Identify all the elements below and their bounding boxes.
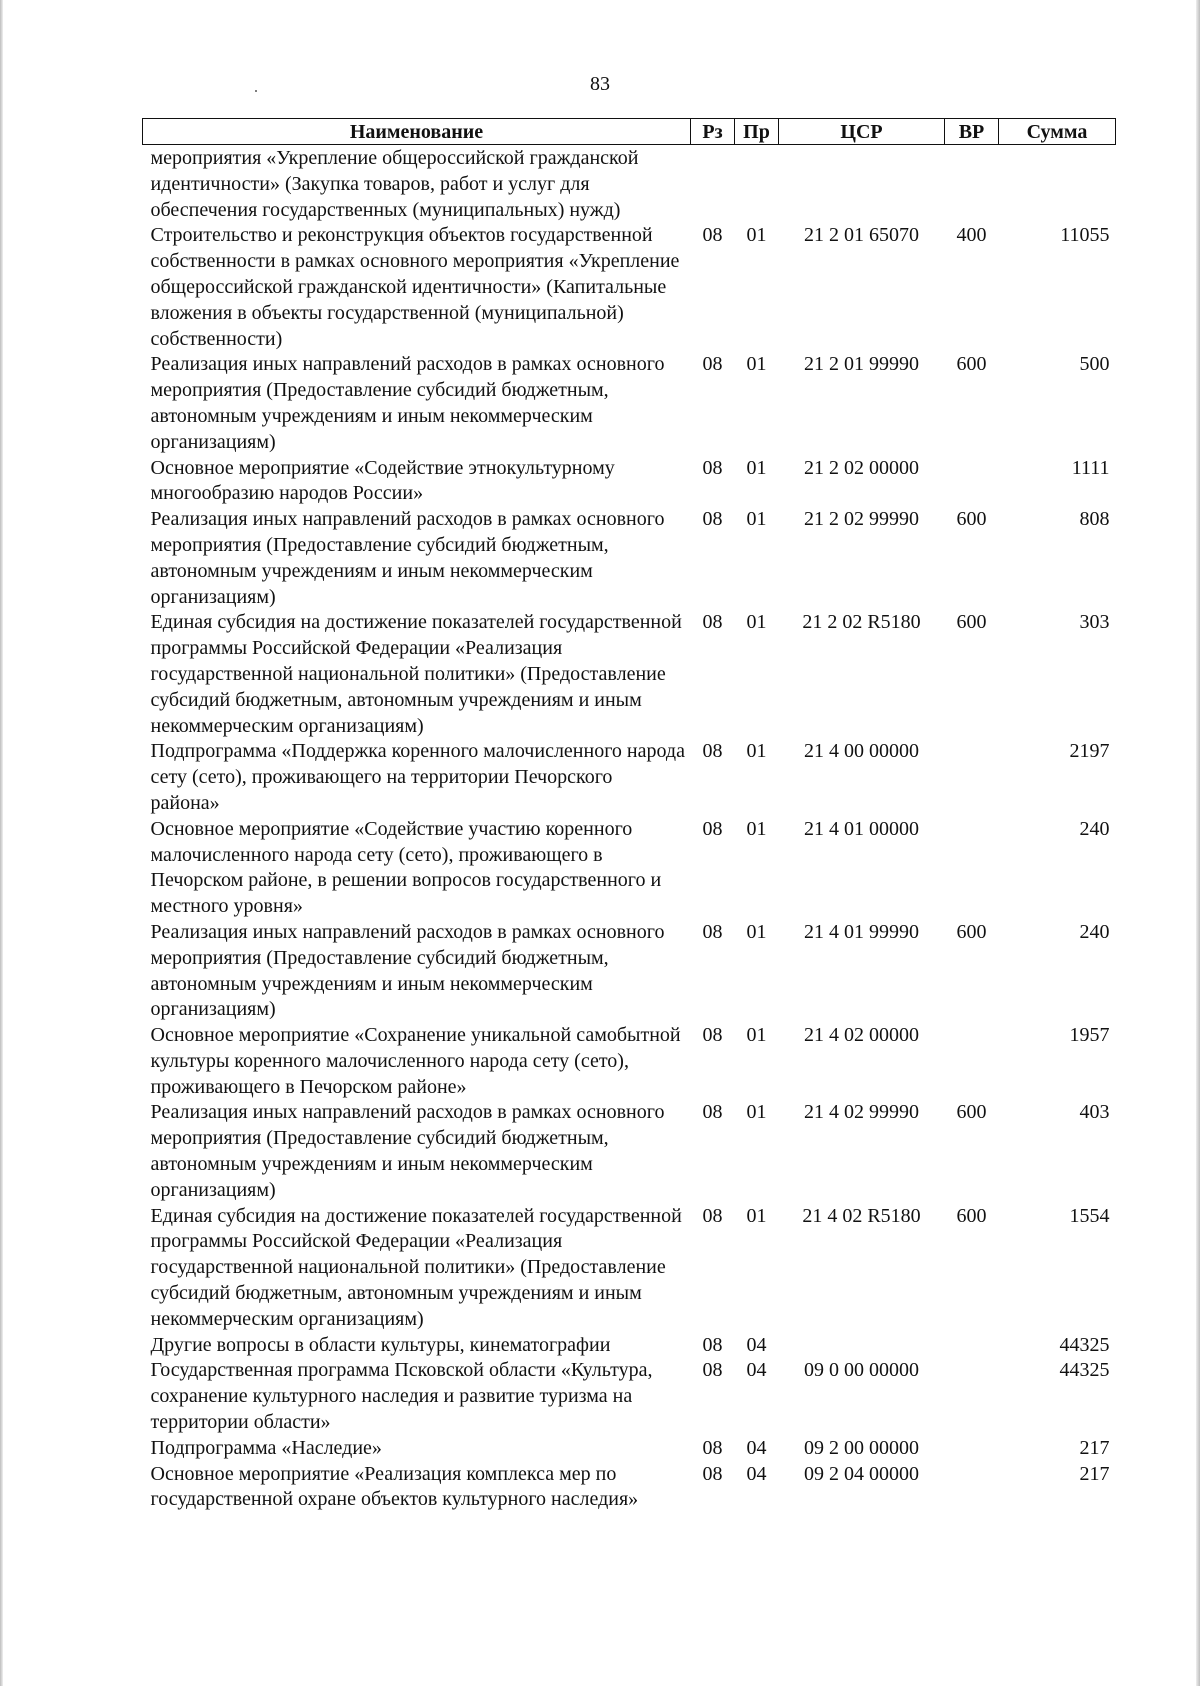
table-row xyxy=(143,456,1116,508)
header-pr: Пр xyxy=(735,119,779,145)
cell-rz: 08 xyxy=(702,1024,723,1047)
cell-pr: 01 xyxy=(746,611,767,634)
cell-vr: 600 xyxy=(956,1204,987,1227)
header-vr: ВР xyxy=(945,119,999,145)
table-row xyxy=(143,1023,1116,1100)
cell-name: Основное мероприятие «Содействие участию коренного малочисленного народа сету (сето), проживающего в Печорском районе, в решении вопросов государственного и местного уровня» xyxy=(150,817,662,918)
cell-name: Строительство и реконструкция объектов государственной собственности в рамках основного мероприятия «Укрепление общероссийской гражданской идентичности» (Капитальные вложения в объекты государственной (муниципальной) собственности) xyxy=(150,224,680,350)
cell-pr: 01 xyxy=(746,1101,767,1124)
cell-csr: 21 2 02 R5180 xyxy=(802,611,921,634)
table-row xyxy=(143,817,1116,920)
cell-sum: 1554 xyxy=(1069,1204,1110,1227)
cell-vr: 600 xyxy=(956,920,987,943)
cell-vr: 600 xyxy=(956,611,987,634)
table-row xyxy=(143,1204,1116,1333)
cell-rz: 08 xyxy=(702,920,723,943)
cell-rz: 08 xyxy=(702,1333,723,1356)
cell-sum: 1111 xyxy=(1071,456,1110,479)
cell-name: Единая субсидия на достижение показателей государственной программы Российской Федерации «Реализация государственной национальной политики» (Предоставление субсидий бюджетным, автономным учреждениям и иным некоммерческим организациям) xyxy=(150,611,682,737)
cell-csr xyxy=(779,1333,945,1359)
cell-vr xyxy=(945,1023,999,1100)
cell-rz xyxy=(691,145,735,224)
cell-csr: 21 2 02 99990 xyxy=(804,508,919,531)
table-header xyxy=(143,119,1116,145)
table-row xyxy=(143,145,1116,224)
cell-sum: 500 xyxy=(1079,353,1110,376)
cell-sum: 808 xyxy=(1079,508,1110,531)
cell-rz: 08 xyxy=(702,817,723,840)
cell-pr xyxy=(735,145,779,224)
cell-sum: 240 xyxy=(1079,817,1110,840)
header-rz: Рз xyxy=(691,119,735,145)
cell-vr xyxy=(945,1462,999,1514)
cell-sum: 303 xyxy=(1079,611,1110,634)
scan-edge-right xyxy=(1196,0,1200,1686)
header-row xyxy=(143,119,1116,145)
cell-vr: 600 xyxy=(956,353,987,376)
cell-pr: 04 xyxy=(746,1462,767,1485)
cell-vr xyxy=(945,1333,999,1359)
cell-name: Реализация иных направлений расходов в рамках основного мероприятия (Предоставление субсидий бюджетным, автономным учреждениям и иным некоммерческим организациям) xyxy=(150,508,665,608)
table-row xyxy=(143,352,1116,455)
cell-csr: 21 4 00 00000 xyxy=(804,740,919,763)
cell-pr: 01 xyxy=(746,1204,767,1227)
cell-vr xyxy=(945,817,999,920)
cell-sum: 44325 xyxy=(1059,1333,1110,1356)
table-row xyxy=(143,507,1116,610)
cell-vr: 400 xyxy=(956,224,987,247)
cell-csr: 21 2 01 65070 xyxy=(804,224,919,247)
cell-sum: 217 xyxy=(1079,1436,1110,1459)
cell-name: Подпрограмма «Наследие» xyxy=(150,1436,382,1459)
cell-name: Подпрограмма «Поддержка коренного малочисленного народа сету (сето), проживающего на территории Печорского района» xyxy=(150,740,685,814)
cell-sum: 11055 xyxy=(1060,224,1110,247)
cell-csr: 21 2 01 99990 xyxy=(804,353,919,376)
cell-csr: 21 4 02 99990 xyxy=(804,1101,919,1124)
cell-name: Другие вопросы в области культуры, кинематографии xyxy=(150,1333,611,1356)
cell-rz: 08 xyxy=(702,1359,723,1382)
cell-name: Основное мероприятие «Содействие этнокультурному многообразию народов России» xyxy=(150,456,615,505)
cell-rz: 08 xyxy=(702,353,723,376)
cell-csr: 09 2 04 00000 xyxy=(804,1462,919,1485)
cell-rz: 08 xyxy=(702,1436,723,1459)
cell-sum: 2197 xyxy=(1069,740,1110,763)
cell-csr: 21 4 01 00000 xyxy=(804,817,919,840)
header-sum: Сумма xyxy=(999,119,1116,145)
cell-vr: 600 xyxy=(956,508,987,531)
cell-pr: 01 xyxy=(746,920,767,943)
cell-pr: 01 xyxy=(746,1024,767,1047)
cell-name: Основное мероприятие «Сохранение уникальной самобытной культуры коренного малочисленного народа сету (сето), проживающего в Печорском районе» xyxy=(150,1024,681,1098)
cell-rz: 08 xyxy=(702,1204,723,1227)
header-csr: ЦСР xyxy=(779,119,945,145)
cell-csr xyxy=(779,145,945,224)
budget-table xyxy=(142,118,1116,1513)
cell-rz: 08 xyxy=(702,611,723,634)
table-row xyxy=(143,1436,1116,1462)
cell-sum: 240 xyxy=(1079,920,1110,943)
cell-rz: 08 xyxy=(702,224,723,247)
cell-rz: 08 xyxy=(702,508,723,531)
cell-name: Реализация иных направлений расходов в рамках основного мероприятия (Предоставление субсидий бюджетным, автономным учреждениям и иным некоммерческим организациям) xyxy=(150,1101,665,1201)
header-name: Наименование xyxy=(143,119,691,145)
cell-csr: 21 4 02 R5180 xyxy=(802,1204,921,1227)
cell-pr: 04 xyxy=(746,1359,767,1382)
cell-vr xyxy=(945,1436,999,1462)
table-row xyxy=(143,1462,1116,1514)
page-number: 83 xyxy=(590,73,610,95)
cell-csr: 21 2 02 00000 xyxy=(804,456,919,479)
scan-edge-left xyxy=(0,0,3,1686)
cell-pr: 01 xyxy=(746,456,767,479)
cell-csr: 21 4 01 99990 xyxy=(804,920,919,943)
table-row xyxy=(143,1100,1116,1203)
table-row xyxy=(143,1358,1116,1435)
table-row xyxy=(143,739,1116,816)
table-body xyxy=(143,145,1116,1514)
cell-sum: 44325 xyxy=(1059,1359,1110,1382)
cell-name: Реализация иных направлений расходов в рамках основного мероприятия (Предоставление субсидий бюджетным, автономным учреждениям и иным некоммерческим организациям) xyxy=(150,920,665,1021)
cell-vr xyxy=(945,456,999,508)
cell-name: Реализация иных направлений расходов в рамках основного мероприятия (Предоставление субсидий бюджетным, автономным учреждениям и иным некоммерческим организациям) xyxy=(150,353,665,453)
cell-vr xyxy=(945,1358,999,1435)
cell-name: мероприятия «Укрепление общероссийской гражданской идентичности» (Закупка товаров, работ и услуг для обеспечения государственных (муниципальных) нужд) xyxy=(150,147,639,221)
cell-rz: 08 xyxy=(702,456,723,479)
cell-vr xyxy=(945,739,999,816)
cell-sum: 403 xyxy=(1079,1101,1110,1124)
cell-vr xyxy=(945,145,999,224)
cell-name: Основное мероприятие «Реализация комплекса мер по государственной охране объектов культурного наследия» xyxy=(150,1462,639,1511)
cell-pr: 01 xyxy=(746,508,767,531)
cell-pr: 01 xyxy=(746,817,767,840)
cell-csr: 09 2 00 00000 xyxy=(804,1436,919,1459)
cell-sum: 1957 xyxy=(1069,1024,1110,1047)
cell-sum xyxy=(999,145,1116,224)
cell-rz: 08 xyxy=(702,1462,723,1485)
cell-name: Единая субсидия на достижение показателей государственной программы Российской Федерации «Реализация государственной национальной политики» (Предоставление субсидий бюджетным, автономным учреждениям и иным некоммерческим организациям) xyxy=(150,1204,682,1330)
cell-csr: 21 4 02 00000 xyxy=(804,1024,919,1047)
cell-pr: 01 xyxy=(746,740,767,763)
cell-vr: 600 xyxy=(956,1101,987,1124)
cell-csr: 09 0 00 00000 xyxy=(804,1359,919,1382)
cell-rz: 08 xyxy=(702,1101,723,1124)
cell-sum: 217 xyxy=(1079,1462,1110,1485)
table-row xyxy=(143,920,1116,1023)
cell-rz: 08 xyxy=(702,740,723,763)
table-row xyxy=(143,223,1116,352)
cell-pr: 04 xyxy=(746,1333,767,1356)
cell-pr: 04 xyxy=(746,1436,767,1459)
table-row xyxy=(143,1333,1116,1359)
cell-pr: 01 xyxy=(746,353,767,376)
table-row xyxy=(143,610,1116,739)
cell-name: Государственная программа Псковской области «Культура, сохранение культурного наследия и развитие туризма на территории области» xyxy=(150,1359,653,1434)
cell-pr: 01 xyxy=(746,224,767,247)
